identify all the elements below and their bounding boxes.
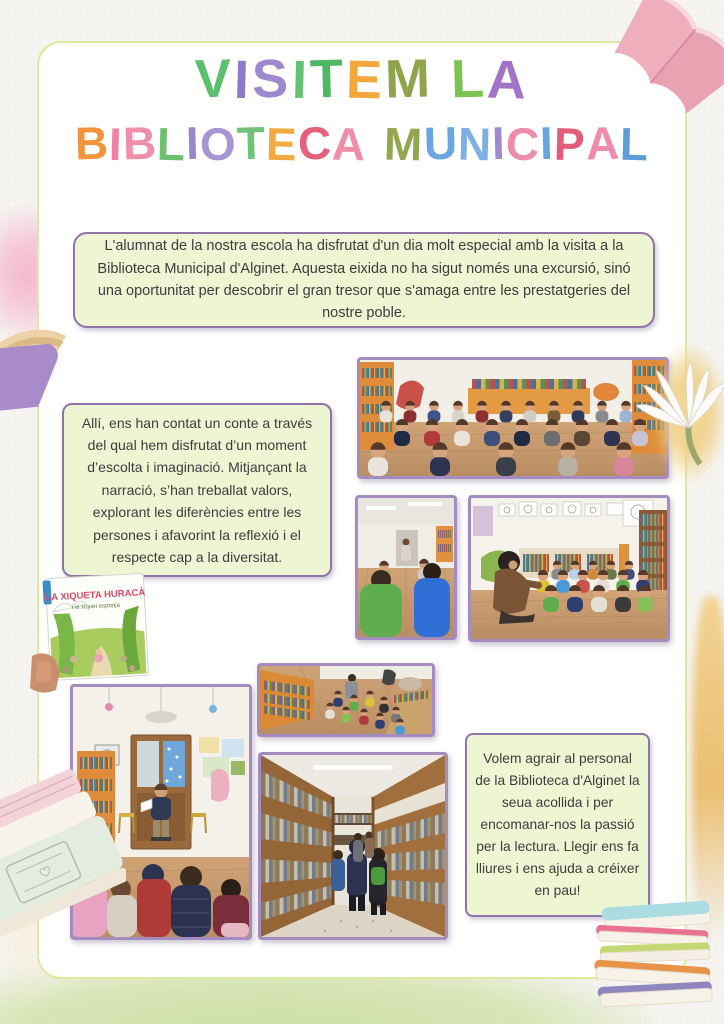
photo-overhead-children-shelves (257, 663, 435, 737)
story-text-box (62, 403, 332, 577)
photo-storytelling-from-behind (355, 495, 457, 640)
title-line-1: VISITEM LA (194, 48, 530, 111)
intro-text: L'alumnat de la nostra escola ha disfrutat d'un dia molt especial amb la visita a la Biblioteca Municipal d'Alginet. Aquesta eixida no ha sigut només una excursió, sinó una oportunitat per descobrir el gran tresor que s'amaga entre les prestatgeries del nostre poble. (97, 238, 631, 322)
photo-man-reading-to-children (70, 684, 252, 940)
svg-text:i el xiquet esponja: i el xiquet esponja (71, 602, 121, 612)
photo-children-group-library (357, 357, 669, 479)
title-line-2: BIBLIOTECA MUNICIPAL (74, 116, 650, 171)
story-text: Allí, ens han contat un conte a través del qual hem disfrutat d’un moment d’escolta i imaginació. Mitjançant la narració, s’han treballat valors, explorant les diferències entre les persones i afavorint la reflexió i el respecte cap a la diversitat. (81, 414, 313, 565)
book-cover-photo (30, 568, 162, 696)
thanks-text-box (465, 733, 650, 917)
intro-text-box (73, 232, 655, 328)
photo-library-aisle (258, 752, 448, 940)
thanks-text: Volem agrair al personal de la Biblioteca d'Alginet la seua acollida i per encomanar-nos la passió per la lectura. Llegir ens fa lliures i ens ajuda a créixer en pau! (475, 750, 640, 899)
svg-text:LA XIQUETA HURACÀ: LA XIQUETA HURACÀ (45, 587, 146, 604)
page-title (37, 48, 687, 171)
photo-storyteller-children (468, 495, 670, 642)
watercolor-orange-wash-right (692, 596, 724, 948)
